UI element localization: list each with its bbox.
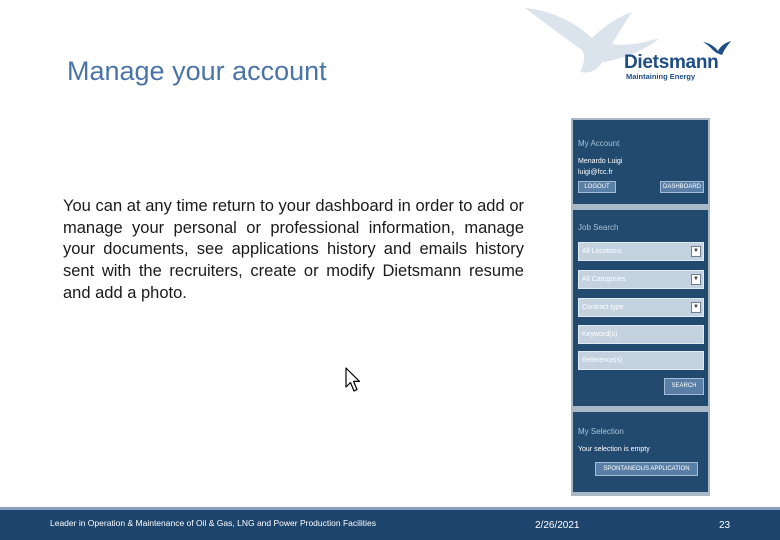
dietsmann-logo xyxy=(624,40,734,80)
footer-date: 2/26/2021 xyxy=(535,520,580,531)
category-select-value: All Categories xyxy=(582,276,626,283)
keyword-input[interactable]: Keyword(s) xyxy=(578,325,704,344)
reference-input[interactable]: Reference(s) xyxy=(578,351,704,370)
site-sidebar-screenshot xyxy=(571,118,710,496)
slide-body-text: You can at any time return to your dashboard in order to add or manage your personal or professional information, manage your documents, see applications history and emails history sent with the recruiters, create or modify Dietsmann resume and add a photo. xyxy=(63,197,524,302)
my-account-box xyxy=(573,120,708,204)
my-account-title: My Account xyxy=(578,139,620,148)
category-select[interactable] xyxy=(578,270,704,289)
contract-type-select[interactable] xyxy=(578,298,704,317)
job-search-box xyxy=(573,210,708,406)
contract-type-select-value: Contract type xyxy=(582,304,624,311)
chevron-down-icon[interactable]: ▼ xyxy=(691,274,701,285)
footer-divider xyxy=(0,507,780,510)
dashboard-button[interactable]: DASHBOARD xyxy=(660,181,704,193)
slide-footer xyxy=(0,507,780,540)
my-selection-box xyxy=(573,412,708,492)
selection-status: Your selection is empty xyxy=(578,446,650,453)
job-search-title: Job Search xyxy=(578,223,619,232)
slide-title: Manage your account xyxy=(67,56,327,86)
location-select-value: All Locations xyxy=(582,248,622,255)
logo-tagline: Maintaining Energy xyxy=(626,72,696,81)
location-select[interactable] xyxy=(578,242,704,261)
chevron-down-icon[interactable]: ▼ xyxy=(691,246,701,257)
logout-button[interactable]: LOGOUT xyxy=(578,181,616,193)
logo-wordmark: Dietsmann xyxy=(624,52,719,73)
search-button[interactable]: SEARCH xyxy=(664,378,704,395)
spontaneous-application-button[interactable]: SPONTANEOUS APPLICATION xyxy=(595,462,698,476)
account-user-email: luigi@fcc.fr xyxy=(578,169,613,176)
chevron-down-icon[interactable]: ▼ xyxy=(691,302,701,313)
mouse-pointer-icon xyxy=(345,367,361,393)
page-number: 23 xyxy=(719,520,731,531)
my-selection-title: My Selection xyxy=(578,427,624,436)
account-user-name: Menardo Luigi xyxy=(578,158,623,165)
footer-tagline: Leader in Operation & Maintenance of Oil & Gas, LNG and Power Production Facilities xyxy=(50,518,377,528)
